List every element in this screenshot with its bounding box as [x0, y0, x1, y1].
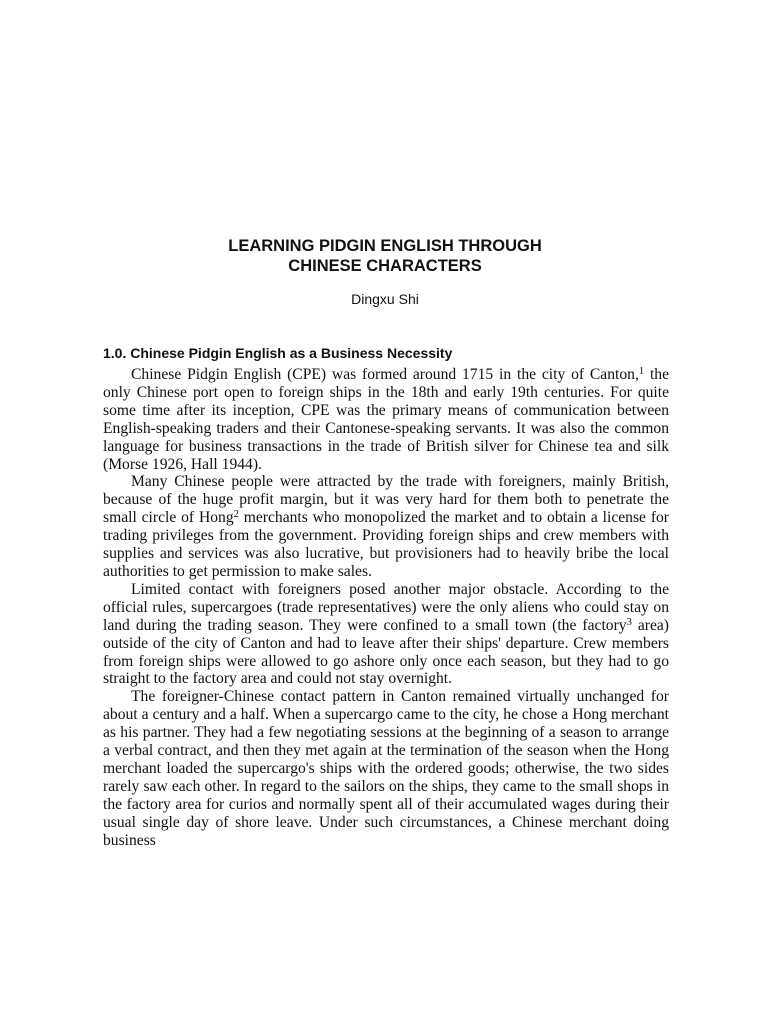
paragraph-1-text-b: the only Chinese port open to foreign ships in the 18th and early 19th centuries. For quite some time after its inception, CPE was the primary means of communication between English-speaking traders and their Cantonese-speaking servants. It was also the common language for business transactions in the trade of British silver for Chinese tea and silk (Morse 1926, Hall 1944).: [103, 366, 669, 473]
paragraph-3: [103, 581, 669, 688]
paragraph-3-text-b: area) outside of the city of Canton and had to leave after their ships' departure. Crew members from foreign ships were allowed to go ashore only once each season, but they had to go straight to the factory area and could not stay overnight.: [103, 616, 669, 688]
paragraph-3-text-a: Limited contact with foreigners posed another major obstacle. According to the official rules, supercargoes (trade representatives) were the only aliens who could stay on land during the trading season. They were confined to a small town (the factory: [103, 580, 669, 634]
body-text: [103, 366, 669, 849]
paragraph-4: The foreigner-Chinese contact pattern in Canton remained virtually unchanged for about a century and a half. When a supercargo came to the city, he chose a Hong merchant as his partner. They had a few negotiating sessions at the beginning of a season to arrange a verbal contract, and then they met again at the termination of the season when the Hong merchant loaded the supercargo's ships with the ordered goods; otherwise, the two sides rarely saw each other. In regard to the sailors on the ships, they came to the small shops in the factory area for curios and normally spent all of their accumulated wages during their usual single day of shore leave. Under such circumstances, a Chinese merchant doing business: [103, 688, 669, 849]
author-name: Dingxu Shi: [351, 291, 419, 307]
footnote-marker-1: 1: [638, 366, 645, 377]
paragraph-2-text-a: Many Chinese people were attracted by the trade with foreigners, mainly British, because of the huge profit margin, but it was very hard for them both to penetrate the small circle of Hong: [103, 473, 669, 527]
footnote-marker-2: 2: [233, 509, 239, 521]
paragraph-2-text-b: merchants who monopolized the market and to obtain a license for trading privileges from the government. Providing foreign ships and crew members with supplies and services was also lucrative, but provisioners had to heavily bribe the local authorities to get permission to make sales.: [103, 509, 669, 580]
paragraph-1-text-a: Chinese Pidgin English (CPE) was formed around 1715 in the city of Canton,: [131, 366, 639, 383]
paragraph-2: [103, 473, 669, 580]
paragraph-1: [103, 366, 669, 473]
section-heading: 1.0. Chinese Pidgin English as a Business Necessity: [103, 345, 453, 361]
footnote-marker-3: 3: [626, 616, 632, 628]
article-title-line-2: CHINESE CHARACTERS: [288, 257, 482, 275]
article-title-line-1: LEARNING PIDGIN ENGLISH THROUGH: [228, 237, 542, 255]
